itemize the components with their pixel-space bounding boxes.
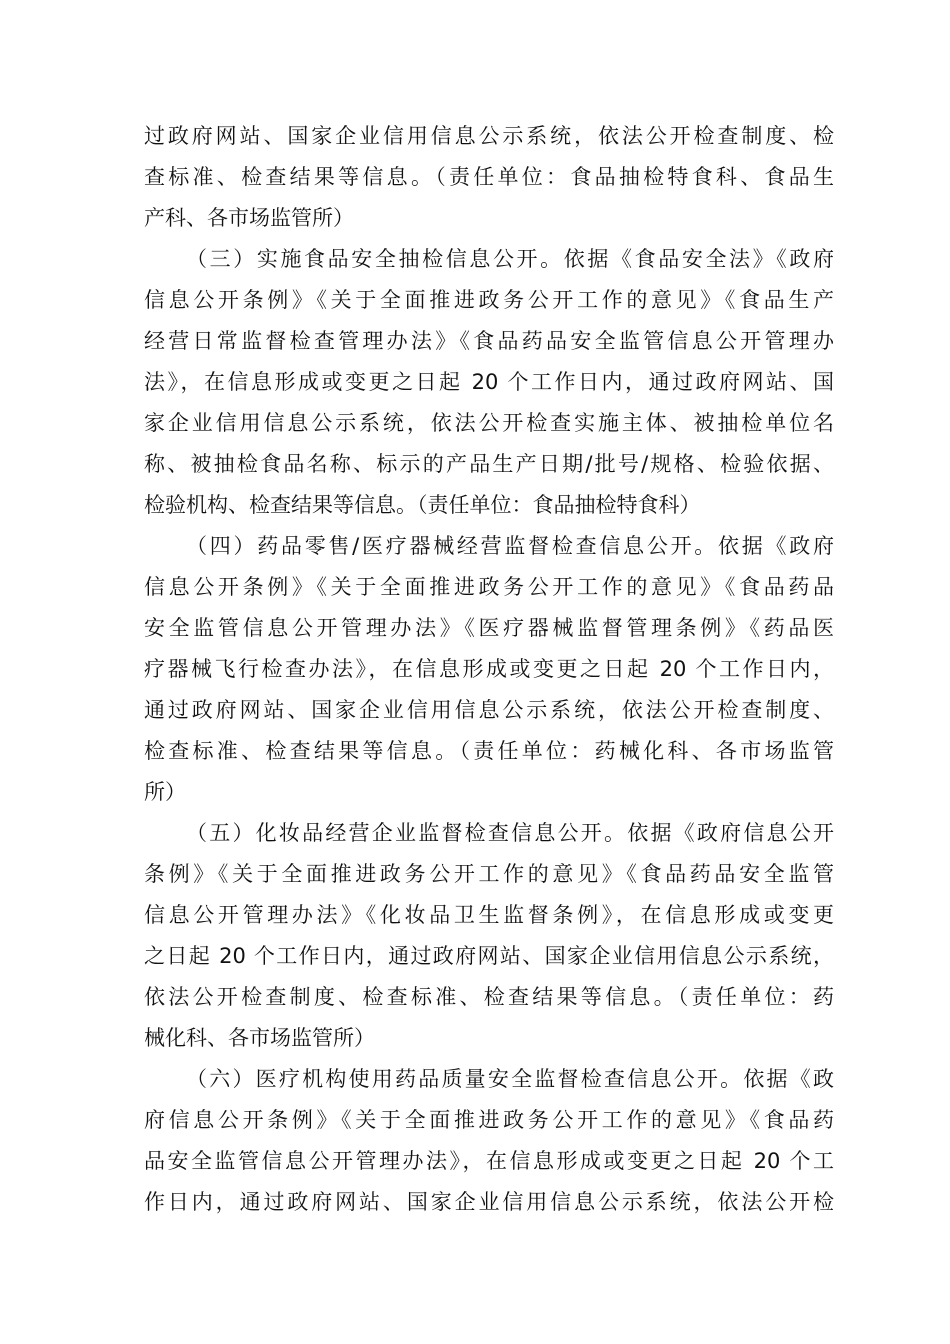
text-line-27: 作日内，通过政府网站、国家企业信用信息公示系统，依法公开检 — [144, 1190, 834, 1214]
text-line-20: 信息公开管理办法》《化妆品卫生监督条例》，在信息形成或变更 — [144, 903, 834, 927]
text-line-8: 家企业信用信息公示系统，依法公开检查实施主体、被抽检单位名 — [144, 411, 834, 435]
text-line-7: 法》，在信息形成或变更之日起 20 个工作日内，通过政府网站、国 — [144, 370, 834, 394]
text-line-23: 械化科、各市场监管所） — [144, 1026, 375, 1050]
text-line-5: 信息公开条例》《关于全面推进政务公开工作的意见》《食品生产 — [144, 288, 834, 312]
text-line-9: 称、被抽检食品名称、标示的产品生产日期/批号/规格、检验依据、 — [144, 452, 834, 476]
text-line-15: 通过政府网站、国家企业信用信息公示系统，依法公开检查制度、 — [144, 698, 834, 722]
text-line-26: 品安全监管信息公开管理办法》，在信息形成或变更之日起 20 个工 — [144, 1149, 834, 1173]
text-line-19: 条例》《关于全面推进政务公开工作的意见》《食品药品安全监管 — [144, 862, 834, 886]
document-body — [144, 116, 834, 1223]
text-line-17: 所） — [144, 780, 186, 804]
text-line-1: 过政府网站、国家企业信用信息公示系统，依法公开检查制度、检 — [144, 124, 834, 148]
text-line-6: 经营日常监督检查管理办法》《食品药品安全监管信息公开管理办 — [144, 329, 834, 353]
text-line-11: （四）药品零售/医疗器械经营监督检查信息公开。依据《政府 — [186, 534, 834, 558]
text-line-25: 府信息公开条例》《关于全面推进政务公开工作的意见》《食品药 — [144, 1108, 834, 1132]
text-line-22: 依法公开检查制度、检查标准、检查结果等信息。（责任单位：药 — [144, 985, 834, 1009]
text-line-10: 检验机构、检查结果等信息。（责任单位：食品抽检特食科） — [144, 493, 701, 517]
text-line-24: （六）医疗机构使用药品质量安全监督检查信息公开。依据《政 — [186, 1067, 834, 1091]
text-line-12: 信息公开条例》《关于全面推进政务公开工作的意见》《食品药品 — [144, 575, 834, 599]
text-line-3: 产科、各市场监管所） — [144, 206, 354, 230]
text-line-18: （五）化妆品经营企业监督检查信息公开。依据《政府信息公开 — [186, 821, 834, 845]
text-line-14: 疗器械飞行检查办法》，在信息形成或变更之日起 20 个工作日内， — [144, 657, 834, 681]
text-line-4: （三）实施食品安全抽检信息公开。依据《食品安全法》《政府 — [186, 247, 834, 271]
text-line-2: 查标准、检查结果等信息。（责任单位：食品抽检特食科、食品生 — [144, 165, 834, 189]
text-line-21: 之日起 20 个工作日内，通过政府网站、国家企业信用信息公示系统， — [144, 944, 834, 968]
text-line-16: 检查标准、检查结果等信息。（责任单位：药械化科、各市场监管 — [144, 739, 834, 763]
text-line-13: 安全监管信息公开管理办法》《医疗器械监督管理条例》《药品医 — [144, 616, 834, 640]
